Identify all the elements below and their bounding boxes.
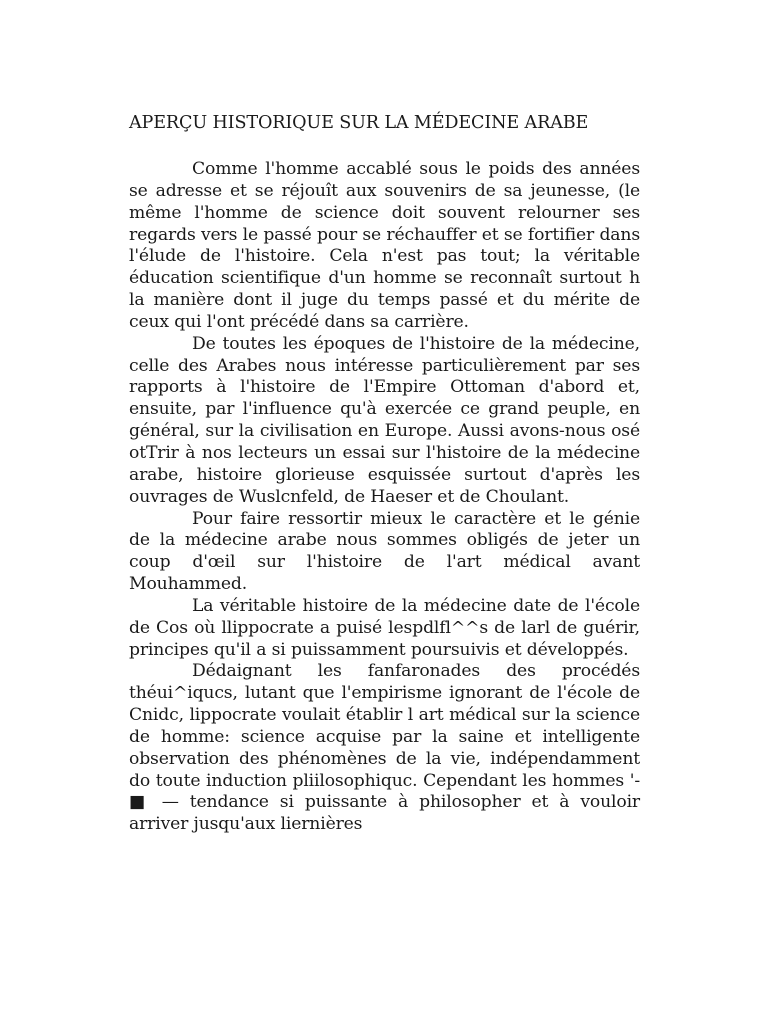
paragraph-4: La véritable histoire de la médecine date de l'école de Cos où llippocrate a puisé lespdlfl^^s de larl de guérir, principes qu'il a si puissamment poursuivis et développés. bbox=[129, 595, 640, 660]
paragraph-1: Comme l'homme accablé sous le poids des années se adresse et se réjouît aux souvenirs de sa jeunesse, (le même l'homme de science doit souvent relourner ses regards vers le passé pour se réchauffer et se fortifier dans l'élude de l'histoire. Cela n'est pas tout; la véritable éducation scientifique d'un homme se reconnaît surtout h la manière dont il juge du temps passé et du mérite de ceux qui l'ont précédé dans sa carrière. bbox=[129, 159, 640, 332]
document-page bbox=[129, 112, 640, 836]
paragraph-2: De toutes les époques de l'histoire de la médecine, celle des Arabes nous intéresse particulièrement par ses rapports à l'histoire de l'Empire Ottoman d'abord et, ensuite, par l'influence qu'à exercée ce grand peuple, en général, sur la civilisation en Europe. Aussi avons-nous osé otTrir à nos lecteurs un essai sur l'histoire de la médecine arabe, histoire glorieuse esquissée surtout d'après les ouvrages de Wuslcnfeld, de Haeser et de Choulant. bbox=[129, 333, 640, 507]
paragraph-5: Dédaignant les fanfaronades des procédés théui^iqucs, lutant que l'empirisme ignorant de l'école de Cnidc, lippocrate voulait établir l art médical sur la science de homme: science acquise par la saine et intelligente observation des phénomènes de la vie, indépendamment do toute induction pliilosophiquc. Cependant les hommes '-■ — tendance si puissante à philosopher et à vouloir arriver jusqu'aux liernières bbox=[129, 661, 640, 835]
document-title: APERÇU HISTORIQUE SUR LA MÉDECINE ARABE bbox=[129, 113, 589, 133]
paragraph-3: Pour faire ressortir mieux le caractère et le génie de la médecine arabe nous sommes obligés de jeter un coup d'œil sur l'histoire de l'art médical avant Mouhammed. bbox=[129, 508, 640, 595]
